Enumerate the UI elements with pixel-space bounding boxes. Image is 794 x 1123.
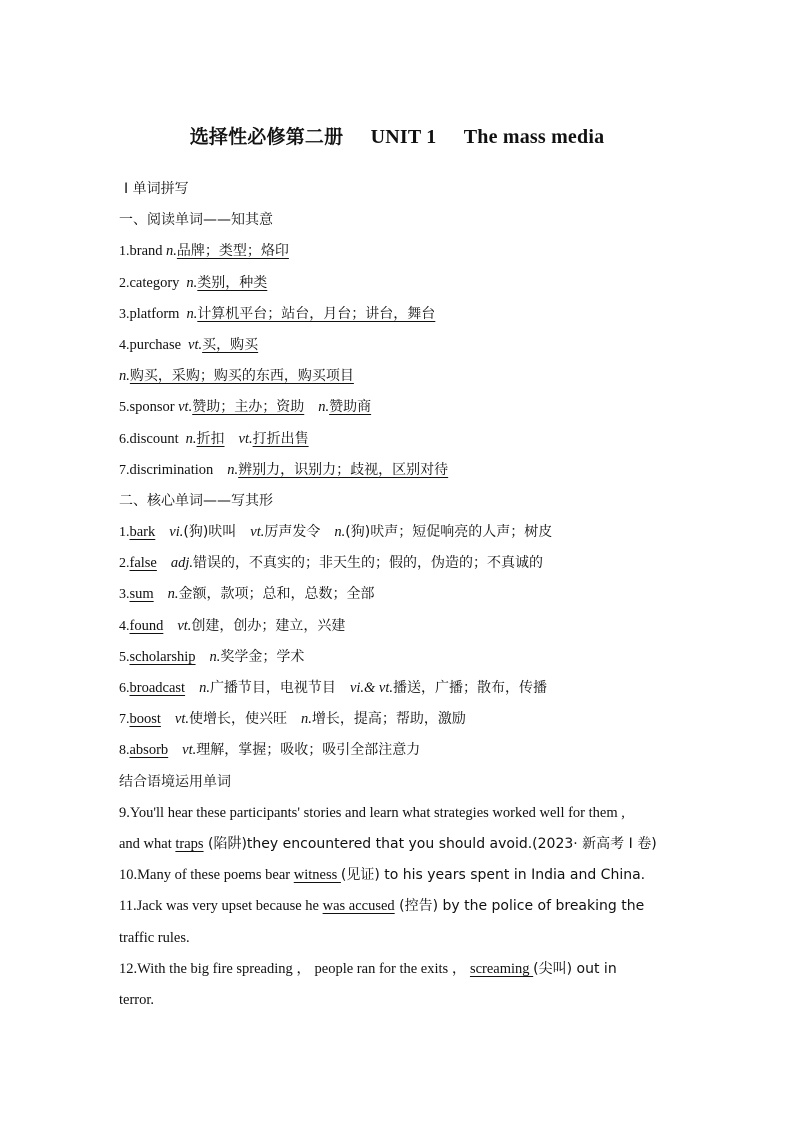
- answer: traps: [175, 835, 204, 852]
- answer: 计算机平台；站台，月台；讲台，舞台: [197, 305, 436, 322]
- title-zh: 选择性必修第二册: [189, 126, 344, 148]
- answer: sum: [129, 586, 154, 603]
- answer: 买，购买: [202, 336, 259, 353]
- answer: 辨别力，识别力；歧视，区别对待: [238, 461, 449, 478]
- answer: 打折出售: [252, 430, 309, 447]
- reading-item: 5.sponsor vt.赞助；主办；资助 n.赞助商: [119, 399, 372, 416]
- context-item-line: 11.Jack was very upset because he was accused (控告) by the police of breaking the: [119, 898, 645, 915]
- reading-item: n.购买，采购；购买的东西，购买项目: [119, 368, 354, 385]
- answer: boost: [129, 711, 161, 728]
- part-heading-context: 结合语境运用单词: [119, 773, 231, 790]
- core-item: 6.broadcast n.广播节目，电视节目 vi.& vt.播送，广播；散布，传播: [119, 680, 548, 696]
- reading-item: 1.brand n.品牌；类型；烙印: [119, 243, 289, 260]
- reading-item: 6.discount n.折扣 vt.打折出售: [119, 430, 309, 447]
- answer: witness: [293, 867, 341, 884]
- core-item: 2.false adj.错误的，不真实的；非天生的；假的，伪造的；不真诚的: [119, 555, 544, 572]
- reading-item: 2.category n.类别，种类: [119, 274, 268, 291]
- reading-item: 4.purchase vt.买，购买: [119, 336, 259, 353]
- context-item-line: and what traps (陷阱)they encountered that you should avoid.(2023· 新高考 Ⅰ 卷): [119, 835, 657, 852]
- answer: found: [129, 617, 164, 634]
- context-item-line: terror.: [119, 991, 155, 1008]
- reading-item: 3.platform n.计算机平台；站台，月台；讲台，舞台: [119, 305, 436, 322]
- title-topic: The mass media: [463, 126, 605, 148]
- answer: false: [129, 555, 157, 572]
- answer: bark: [129, 524, 156, 541]
- worksheet-content: [119, 176, 689, 1018]
- core-item: 4.found vt.创建，创办；建立，兴建: [119, 617, 346, 634]
- answer: scholarship: [129, 648, 196, 665]
- core-item: 1.bark vi.(狗)吠叫 vt.厉声发令 n.(狗)吠声；短促响亮的人声；树皮: [119, 524, 553, 541]
- answer: 赞助商: [329, 399, 372, 416]
- answer: 赞助；主办；资助: [192, 399, 305, 416]
- answer: broadcast: [129, 680, 186, 696]
- answer: 购买，采购；购买的东西，购买项目: [129, 368, 354, 385]
- answer: 品牌；类型；烙印: [176, 243, 289, 260]
- section-heading: Ⅰ 单词拼写: [124, 181, 189, 197]
- title-unit: UNIT 1: [370, 126, 437, 148]
- answer: absorb: [129, 742, 169, 759]
- core-item: 3.sum n.金额，款项；总和，总数；全部: [119, 586, 375, 603]
- core-item: 5.scholarship n.奖学金；学术: [119, 648, 305, 665]
- context-item-line: 10.Many of these poems bear witness (见证) to his years spent in India and China.: [119, 867, 646, 884]
- core-item: 7.boost vt.使增长，使兴旺 n.增长，提高；帮助，激励: [119, 711, 466, 728]
- answer: 折扣: [196, 430, 225, 447]
- answer: was accused: [322, 898, 395, 915]
- answer: 类别，种类: [197, 274, 268, 291]
- part-heading-core: 二、核心单词——写其形: [119, 492, 273, 509]
- core-item: 8.absorb vt.理解，掌握；吸收；吸引全部注意力: [119, 742, 421, 759]
- context-item-line: 12.With the big fire spreading ， people ran for the exits ， screaming (尖叫) out in: [119, 960, 617, 977]
- reading-item: 7.discrimination n.辨别力，识别力；歧视，区别对待: [119, 461, 449, 478]
- context-item-line: traffic rules.: [119, 929, 190, 946]
- context-item-line: 9.You'll hear these participants' stories and learn what strategies worked well for them ,: [119, 804, 625, 821]
- part-heading-reading: 一、阅读单词——知其意: [119, 212, 273, 229]
- answer: screaming: [469, 960, 534, 977]
- page-title: [0, 122, 794, 149]
